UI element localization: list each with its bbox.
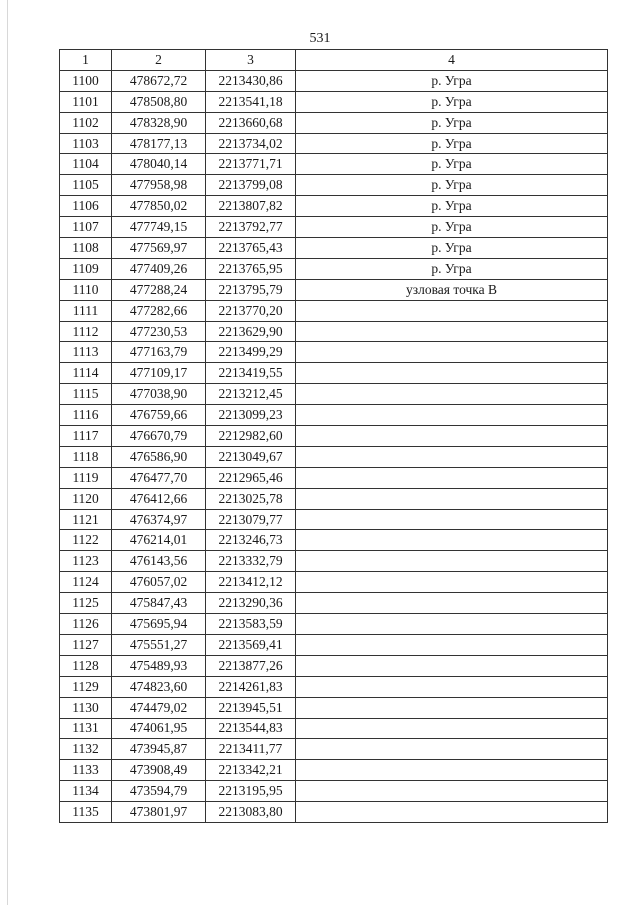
x-coordinate-cell: 476374,97 [112, 509, 206, 530]
point-number-cell: 1105 [60, 175, 112, 196]
table-row [60, 718, 608, 739]
table-row [60, 258, 608, 279]
y-coordinate-cell: 2213290,36 [206, 593, 296, 614]
point-number-cell: 1108 [60, 238, 112, 259]
table-row [60, 384, 608, 405]
description-cell: р. Угра [296, 175, 608, 196]
x-coordinate-cell: 476143,56 [112, 551, 206, 572]
column-header-1: 1 [60, 50, 112, 71]
x-coordinate-cell: 476670,79 [112, 426, 206, 447]
point-number-cell: 1117 [60, 426, 112, 447]
table-row [60, 593, 608, 614]
description-cell [296, 676, 608, 697]
x-coordinate-cell: 473594,79 [112, 781, 206, 802]
x-coordinate-cell: 476214,01 [112, 530, 206, 551]
x-coordinate-cell: 476057,02 [112, 572, 206, 593]
x-coordinate-cell: 477109,17 [112, 363, 206, 384]
point-number-cell: 1112 [60, 321, 112, 342]
point-number-cell: 1124 [60, 572, 112, 593]
description-cell [296, 426, 608, 447]
x-coordinate-cell: 474823,60 [112, 676, 206, 697]
table-row [60, 781, 608, 802]
y-coordinate-cell: 2213795,79 [206, 279, 296, 300]
x-coordinate-cell: 475551,27 [112, 634, 206, 655]
point-number-cell: 1104 [60, 154, 112, 175]
point-number-cell: 1114 [60, 363, 112, 384]
x-coordinate-cell: 477288,24 [112, 279, 206, 300]
point-number-cell: 1131 [60, 718, 112, 739]
x-coordinate-cell: 476759,66 [112, 405, 206, 426]
table-row [60, 321, 608, 342]
description-cell: р. Угра [296, 154, 608, 175]
description-cell [296, 739, 608, 760]
description-cell: р. Угра [296, 133, 608, 154]
description-cell: р. Угра [296, 112, 608, 133]
y-coordinate-cell: 2213629,90 [206, 321, 296, 342]
table-row [60, 238, 608, 259]
point-number-cell: 1113 [60, 342, 112, 363]
y-coordinate-cell: 2213792,77 [206, 217, 296, 238]
description-cell [296, 718, 608, 739]
y-coordinate-cell: 2213342,21 [206, 760, 296, 781]
y-coordinate-cell: 2213079,77 [206, 509, 296, 530]
y-coordinate-cell: 2213660,68 [206, 112, 296, 133]
table-row [60, 154, 608, 175]
y-coordinate-cell: 2214261,83 [206, 676, 296, 697]
description-cell [296, 300, 608, 321]
coordinates-table [59, 49, 608, 823]
y-coordinate-cell: 2213541,18 [206, 91, 296, 112]
x-coordinate-cell: 473801,97 [112, 802, 206, 823]
x-coordinate-cell: 475489,93 [112, 655, 206, 676]
y-coordinate-cell: 2213877,26 [206, 655, 296, 676]
description-cell [296, 405, 608, 426]
y-coordinate-cell: 2213765,95 [206, 258, 296, 279]
point-number-cell: 1129 [60, 676, 112, 697]
description-cell [296, 551, 608, 572]
x-coordinate-cell: 474061,95 [112, 718, 206, 739]
description-cell [296, 384, 608, 405]
table-row [60, 196, 608, 217]
description-cell: р. Угра [296, 258, 608, 279]
y-coordinate-cell: 2213246,73 [206, 530, 296, 551]
description-cell [296, 530, 608, 551]
y-coordinate-cell: 2213099,23 [206, 405, 296, 426]
x-coordinate-cell: 478672,72 [112, 70, 206, 91]
description-cell: р. Угра [296, 217, 608, 238]
table-row [60, 572, 608, 593]
column-header-3: 3 [206, 50, 296, 71]
x-coordinate-cell: 473945,87 [112, 739, 206, 760]
point-number-cell: 1125 [60, 593, 112, 614]
x-coordinate-cell: 476477,70 [112, 467, 206, 488]
description-cell [296, 760, 608, 781]
y-coordinate-cell: 2213430,86 [206, 70, 296, 91]
table-row [60, 446, 608, 467]
point-number-cell: 1123 [60, 551, 112, 572]
x-coordinate-cell: 477749,15 [112, 217, 206, 238]
point-number-cell: 1121 [60, 509, 112, 530]
table-row [60, 676, 608, 697]
y-coordinate-cell: 2213332,79 [206, 551, 296, 572]
point-number-cell: 1101 [60, 91, 112, 112]
description-cell [296, 467, 608, 488]
description-cell: р. Угра [296, 238, 608, 259]
x-coordinate-cell: 477230,53 [112, 321, 206, 342]
y-coordinate-cell: 2213569,41 [206, 634, 296, 655]
point-number-cell: 1110 [60, 279, 112, 300]
y-coordinate-cell: 2213583,59 [206, 614, 296, 635]
point-number-cell: 1126 [60, 614, 112, 635]
y-coordinate-cell: 2213212,45 [206, 384, 296, 405]
x-coordinate-cell: 477038,90 [112, 384, 206, 405]
y-coordinate-cell: 2213025,78 [206, 488, 296, 509]
point-number-cell: 1122 [60, 530, 112, 551]
point-number-cell: 1107 [60, 217, 112, 238]
x-coordinate-cell: 477282,66 [112, 300, 206, 321]
table-row [60, 697, 608, 718]
point-number-cell: 1103 [60, 133, 112, 154]
x-coordinate-cell: 477569,97 [112, 238, 206, 259]
y-coordinate-cell: 2213411,77 [206, 739, 296, 760]
y-coordinate-cell: 2213499,29 [206, 342, 296, 363]
table-row [60, 279, 608, 300]
description-cell [296, 342, 608, 363]
point-number-cell: 1118 [60, 446, 112, 467]
point-number-cell: 1132 [60, 739, 112, 760]
description-cell: р. Угра [296, 91, 608, 112]
x-coordinate-cell: 473908,49 [112, 760, 206, 781]
y-coordinate-cell: 2213544,83 [206, 718, 296, 739]
table-row [60, 175, 608, 196]
description-cell [296, 781, 608, 802]
table-row [60, 509, 608, 530]
description-cell [296, 321, 608, 342]
x-coordinate-cell: 476412,66 [112, 488, 206, 509]
table-row [60, 530, 608, 551]
x-coordinate-cell: 475847,43 [112, 593, 206, 614]
x-coordinate-cell: 478177,13 [112, 133, 206, 154]
description-cell [296, 614, 608, 635]
x-coordinate-cell: 477958,98 [112, 175, 206, 196]
column-header-4: 4 [296, 50, 608, 71]
point-number-cell: 1134 [60, 781, 112, 802]
description-cell: р. Угра [296, 70, 608, 91]
page-margin-line [7, 0, 8, 905]
y-coordinate-cell: 2213799,08 [206, 175, 296, 196]
y-coordinate-cell: 2213083,80 [206, 802, 296, 823]
x-coordinate-cell: 475695,94 [112, 614, 206, 635]
y-coordinate-cell: 2213807,82 [206, 196, 296, 217]
table-row [60, 70, 608, 91]
description-cell [296, 572, 608, 593]
table-row [60, 488, 608, 509]
point-number-cell: 1119 [60, 467, 112, 488]
description-cell: узловая точка В [296, 279, 608, 300]
table-row [60, 363, 608, 384]
description-cell [296, 509, 608, 530]
table-row [60, 739, 608, 760]
point-number-cell: 1102 [60, 112, 112, 133]
point-number-cell: 1130 [60, 697, 112, 718]
x-coordinate-cell: 477850,02 [112, 196, 206, 217]
x-coordinate-cell: 477163,79 [112, 342, 206, 363]
x-coordinate-cell: 476586,90 [112, 446, 206, 467]
description-cell [296, 697, 608, 718]
y-coordinate-cell: 2213412,12 [206, 572, 296, 593]
description-cell [296, 634, 608, 655]
point-number-cell: 1135 [60, 802, 112, 823]
table-body [60, 70, 608, 822]
table-row [60, 133, 608, 154]
point-number-cell: 1109 [60, 258, 112, 279]
description-cell [296, 446, 608, 467]
table-header-row [60, 50, 608, 71]
y-coordinate-cell: 2213770,20 [206, 300, 296, 321]
table-row [60, 634, 608, 655]
description-cell [296, 593, 608, 614]
table-row [60, 760, 608, 781]
x-coordinate-cell: 474479,02 [112, 697, 206, 718]
column-header-2: 2 [112, 50, 206, 71]
table-row [60, 467, 608, 488]
point-number-cell: 1133 [60, 760, 112, 781]
table-row [60, 802, 608, 823]
point-number-cell: 1127 [60, 634, 112, 655]
y-coordinate-cell: 2213765,43 [206, 238, 296, 259]
x-coordinate-cell: 478328,90 [112, 112, 206, 133]
table-row [60, 217, 608, 238]
point-number-cell: 1120 [60, 488, 112, 509]
page-number: 531 [309, 31, 331, 46]
y-coordinate-cell: 2213195,95 [206, 781, 296, 802]
y-coordinate-cell: 2213734,02 [206, 133, 296, 154]
x-coordinate-cell: 478040,14 [112, 154, 206, 175]
point-number-cell: 1116 [60, 405, 112, 426]
table-row [60, 112, 608, 133]
x-coordinate-cell: 477409,26 [112, 258, 206, 279]
table-row [60, 405, 608, 426]
y-coordinate-cell: 2213419,55 [206, 363, 296, 384]
table-row [60, 426, 608, 447]
y-coordinate-cell: 2213771,71 [206, 154, 296, 175]
y-coordinate-cell: 2213049,67 [206, 446, 296, 467]
x-coordinate-cell: 478508,80 [112, 91, 206, 112]
description-cell [296, 363, 608, 384]
table-row [60, 300, 608, 321]
point-number-cell: 1106 [60, 196, 112, 217]
description-cell: р. Угра [296, 196, 608, 217]
y-coordinate-cell: 2212982,60 [206, 426, 296, 447]
table-row [60, 551, 608, 572]
table-row [60, 614, 608, 635]
y-coordinate-cell: 2212965,46 [206, 467, 296, 488]
description-cell [296, 488, 608, 509]
description-cell [296, 655, 608, 676]
point-number-cell: 1128 [60, 655, 112, 676]
y-coordinate-cell: 2213945,51 [206, 697, 296, 718]
point-number-cell: 1115 [60, 384, 112, 405]
point-number-cell: 1111 [60, 300, 112, 321]
table-row [60, 91, 608, 112]
table-row [60, 342, 608, 363]
description-cell [296, 802, 608, 823]
point-number-cell: 1100 [60, 70, 112, 91]
table-row [60, 655, 608, 676]
